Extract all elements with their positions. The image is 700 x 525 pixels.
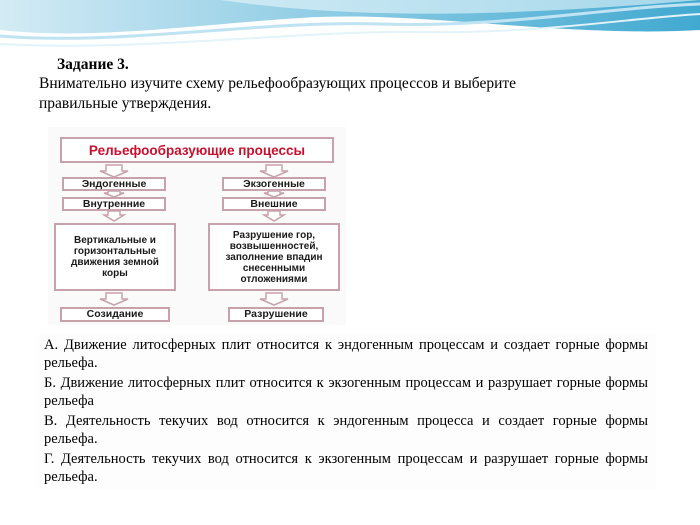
task-instruction: Внимательно изучите схему рельефообразующих процессов и выберите правильные утверждения. <box>39 75 517 112</box>
answer-options <box>36 334 656 489</box>
destruction-box: Разрушение <box>228 307 324 322</box>
answer-option-c[interactable]: В. Деятельность текучих вод относится к эндогенным процесса и создает горные формы рельефа. <box>44 413 648 447</box>
answer-option-d[interactable]: Г. Деятельность текучих вод относится к экзогенным процессам и разрушает горные формы рельефа. <box>44 451 648 485</box>
creation-box: Созидание <box>60 307 170 322</box>
answer-option-a[interactable]: А. Движение литосферных плит относится к эндогенным процессам и создает горные формы рельефа. <box>44 337 648 371</box>
arrow-icon <box>264 211 284 221</box>
arrow-icon <box>100 293 128 305</box>
relief-processes-diagram <box>48 127 346 325</box>
task-title: Задание 3. <box>57 56 129 73</box>
exogenous-box: Экзогенные <box>222 177 326 191</box>
endogenous-box: Эндогенные <box>62 177 166 191</box>
diagram-main-box: Рельефообразующие процессы <box>60 137 334 163</box>
answer-option-b[interactable]: Б. Движение литосферных плит относится к экзогенным процессам и разрушает горные формы рельефа <box>44 375 648 409</box>
arrow-icon <box>104 211 124 221</box>
arrow-icon <box>100 165 128 177</box>
external-box: Внешние <box>222 197 326 211</box>
internal-box: Внутренние <box>62 197 166 211</box>
arrow-icon <box>260 165 288 177</box>
arrow-icon <box>260 293 288 305</box>
endogenous-description-box: Вертикальные и горизонтальные движения земной коры <box>54 223 176 291</box>
exogenous-description-box: Разрушение гор, возвышенностей, заполнение впадин снесенными отложениями <box>208 223 340 291</box>
